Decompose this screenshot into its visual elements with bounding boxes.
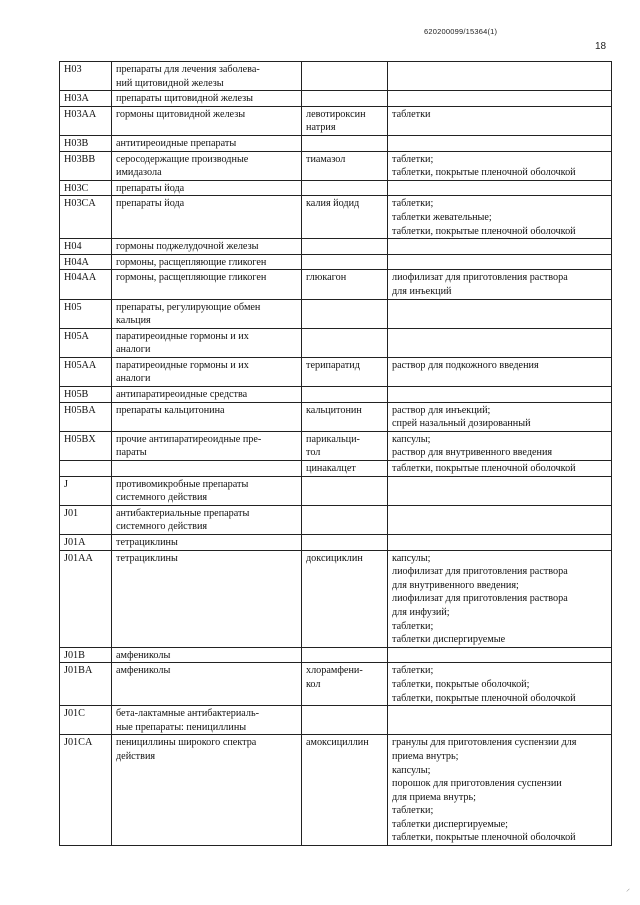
- table-row: [60, 254, 612, 270]
- substance-cell: цинакалцет: [302, 461, 388, 477]
- substance-cell: калия йодид: [302, 196, 388, 239]
- dosage-forms-cell: [388, 328, 612, 357]
- atc-code-cell: H05: [60, 299, 112, 328]
- group-name-cell: паратиреоидные гормоны и их аналоги: [112, 328, 302, 357]
- substance-cell: [302, 706, 388, 735]
- atc-code-cell: J01BA: [60, 663, 112, 706]
- group-name-cell: противомикробные препараты системного действия: [112, 476, 302, 505]
- atc-code-cell: J: [60, 476, 112, 505]
- substance-cell: доксициклин: [302, 550, 388, 647]
- atc-code-cell: J01C: [60, 706, 112, 735]
- atc-code-cell: H04A: [60, 254, 112, 270]
- group-name-cell: амфениколы: [112, 647, 302, 663]
- table-row: [60, 706, 612, 735]
- group-name-cell: препараты кальцитонина: [112, 402, 302, 431]
- dosage-forms-cell: таблетки: [388, 106, 612, 135]
- dosage-forms-cell: капсулы; лиофилизат для приготовления раствора для внутривенного введения; лиофилизат для приготовления раствора для инфузий; таблетки; таблетки диспергируемые: [388, 550, 612, 647]
- table-row: [60, 663, 612, 706]
- dosage-forms-cell: гранулы для приготовления суспензии для приема внутрь; капсулы; порошок для приготовления суспензии для приема внутрь; таблетки; таблетки диспергируемые; таблетки, покрытые пленочной оболочкой: [388, 735, 612, 846]
- page-number: 18: [595, 41, 607, 52]
- table-row: [60, 387, 612, 403]
- substance-cell: [302, 91, 388, 107]
- dosage-forms-cell: [388, 505, 612, 534]
- substance-cell: парикальци- тол: [302, 431, 388, 460]
- group-name-cell: гормоны, расщепляющие гликоген: [112, 254, 302, 270]
- group-name-cell: препараты йода: [112, 196, 302, 239]
- table-row: [60, 151, 612, 180]
- group-name-cell: препараты для лечения заболева- ний щитовидной железы: [112, 62, 302, 91]
- substance-cell: тиамазол: [302, 151, 388, 180]
- document-id: 620200099/15364(1): [424, 27, 498, 36]
- substance-cell: хлорамфени- кол: [302, 663, 388, 706]
- dosage-forms-cell: капсулы; раствор для внутривенного введения: [388, 431, 612, 460]
- dosage-forms-cell: [388, 647, 612, 663]
- atc-code-cell: H03: [60, 62, 112, 91]
- atc-code-cell: H05BX: [60, 431, 112, 460]
- substance-cell: кальцитонин: [302, 402, 388, 431]
- table-row: [60, 135, 612, 151]
- table-row: [60, 91, 612, 107]
- substance-cell: терипаратид: [302, 357, 388, 386]
- group-name-cell: гормоны поджелудочной железы: [112, 239, 302, 255]
- substance-cell: [302, 535, 388, 551]
- atc-code-cell: H05BA: [60, 402, 112, 431]
- atc-code-cell: H03BB: [60, 151, 112, 180]
- atc-code-cell: H03A: [60, 91, 112, 107]
- dosage-forms-cell: [388, 91, 612, 107]
- table-row: [60, 239, 612, 255]
- atc-code-cell: H04AA: [60, 270, 112, 299]
- drug-table: [59, 61, 612, 846]
- atc-code-cell: J01AA: [60, 550, 112, 647]
- group-name-cell: препараты щитовидной железы: [112, 91, 302, 107]
- dosage-forms-cell: [388, 387, 612, 403]
- group-name-cell: препараты, регулирующие обмен кальция: [112, 299, 302, 328]
- group-name-cell: паратиреоидные гормоны и их аналоги: [112, 357, 302, 386]
- substance-cell: [302, 299, 388, 328]
- dosage-forms-cell: раствор для подкожного введения: [388, 357, 612, 386]
- group-name-cell: [112, 461, 302, 477]
- atc-code-cell: H03B: [60, 135, 112, 151]
- group-name-cell: тетрациклины: [112, 535, 302, 551]
- table-row: [60, 357, 612, 386]
- atc-code-cell: H03AA: [60, 106, 112, 135]
- atc-code-cell: J01A: [60, 535, 112, 551]
- dosage-forms-cell: [388, 135, 612, 151]
- group-name-cell: антитиреоидные препараты: [112, 135, 302, 151]
- group-name-cell: антибактериальные препараты системного действия: [112, 505, 302, 534]
- group-name-cell: пенициллины широкого спектра действия: [112, 735, 302, 846]
- drug-table-body: [60, 62, 612, 846]
- group-name-cell: препараты йода: [112, 180, 302, 196]
- atc-code-cell: H03C: [60, 180, 112, 196]
- atc-code-cell: H05B: [60, 387, 112, 403]
- table-row: [60, 647, 612, 663]
- table-row: [60, 196, 612, 239]
- substance-cell: глюкагон: [302, 270, 388, 299]
- table-row: [60, 461, 612, 477]
- substance-cell: амоксициллин: [302, 735, 388, 846]
- table-row: [60, 62, 612, 91]
- dosage-forms-cell: [388, 254, 612, 270]
- dosage-forms-cell: таблетки; таблетки, покрытые пленочной оболочкой: [388, 151, 612, 180]
- dosage-forms-cell: таблетки, покрытые пленочной оболочкой: [388, 461, 612, 477]
- dosage-forms-cell: таблетки; таблетки, покрытые оболочкой; таблетки, покрытые пленочной оболочкой: [388, 663, 612, 706]
- table-row: [60, 735, 612, 846]
- substance-cell: [302, 254, 388, 270]
- group-name-cell: амфениколы: [112, 663, 302, 706]
- dosage-forms-cell: [388, 180, 612, 196]
- table-row: [60, 476, 612, 505]
- dosage-forms-cell: раствор для инъекций; спрей назальный дозированный: [388, 402, 612, 431]
- table-row: [60, 180, 612, 196]
- table-row: [60, 402, 612, 431]
- dosage-forms-cell: [388, 239, 612, 255]
- group-name-cell: бета-лактамные антибактериаль- ные препараты: пенициллины: [112, 706, 302, 735]
- dosage-forms-cell: [388, 535, 612, 551]
- atc-code-cell: J01: [60, 505, 112, 534]
- table-row: [60, 270, 612, 299]
- group-name-cell: антипаратиреоидные средства: [112, 387, 302, 403]
- atc-code-cell: H05AA: [60, 357, 112, 386]
- substance-cell: [302, 387, 388, 403]
- substance-cell: [302, 239, 388, 255]
- atc-code-cell: J01B: [60, 647, 112, 663]
- corner-mark: ⸝: [626, 884, 630, 893]
- group-name-cell: тетрациклины: [112, 550, 302, 647]
- substance-cell: [302, 328, 388, 357]
- atc-code-cell: H03CA: [60, 196, 112, 239]
- table-row: [60, 328, 612, 357]
- group-name-cell: серосодержащие производные имидазола: [112, 151, 302, 180]
- table-row: [60, 550, 612, 647]
- substance-cell: [302, 62, 388, 91]
- dosage-forms-cell: [388, 706, 612, 735]
- table-row: [60, 431, 612, 460]
- substance-cell: [302, 476, 388, 505]
- dosage-forms-cell: [388, 299, 612, 328]
- table-row: [60, 535, 612, 551]
- substance-cell: [302, 505, 388, 534]
- substance-cell: [302, 180, 388, 196]
- group-name-cell: гормоны, расщепляющие гликоген: [112, 270, 302, 299]
- group-name-cell: прочие антипаратиреоидные пре- параты: [112, 431, 302, 460]
- dosage-forms-cell: таблетки; таблетки жевательные; таблетки, покрытые пленочной оболочкой: [388, 196, 612, 239]
- substance-cell: [302, 135, 388, 151]
- substance-cell: левотироксин натрия: [302, 106, 388, 135]
- atc-code-cell: [60, 461, 112, 477]
- table-row: [60, 299, 612, 328]
- dosage-forms-cell: [388, 476, 612, 505]
- atc-code-cell: H05A: [60, 328, 112, 357]
- atc-code-cell: H04: [60, 239, 112, 255]
- dosage-forms-cell: лиофилизат для приготовления раствора для инъекций: [388, 270, 612, 299]
- group-name-cell: гормоны щитовидной железы: [112, 106, 302, 135]
- table-row: [60, 505, 612, 534]
- dosage-forms-cell: [388, 62, 612, 91]
- atc-code-cell: J01CA: [60, 735, 112, 846]
- table-row: [60, 106, 612, 135]
- substance-cell: [302, 647, 388, 663]
